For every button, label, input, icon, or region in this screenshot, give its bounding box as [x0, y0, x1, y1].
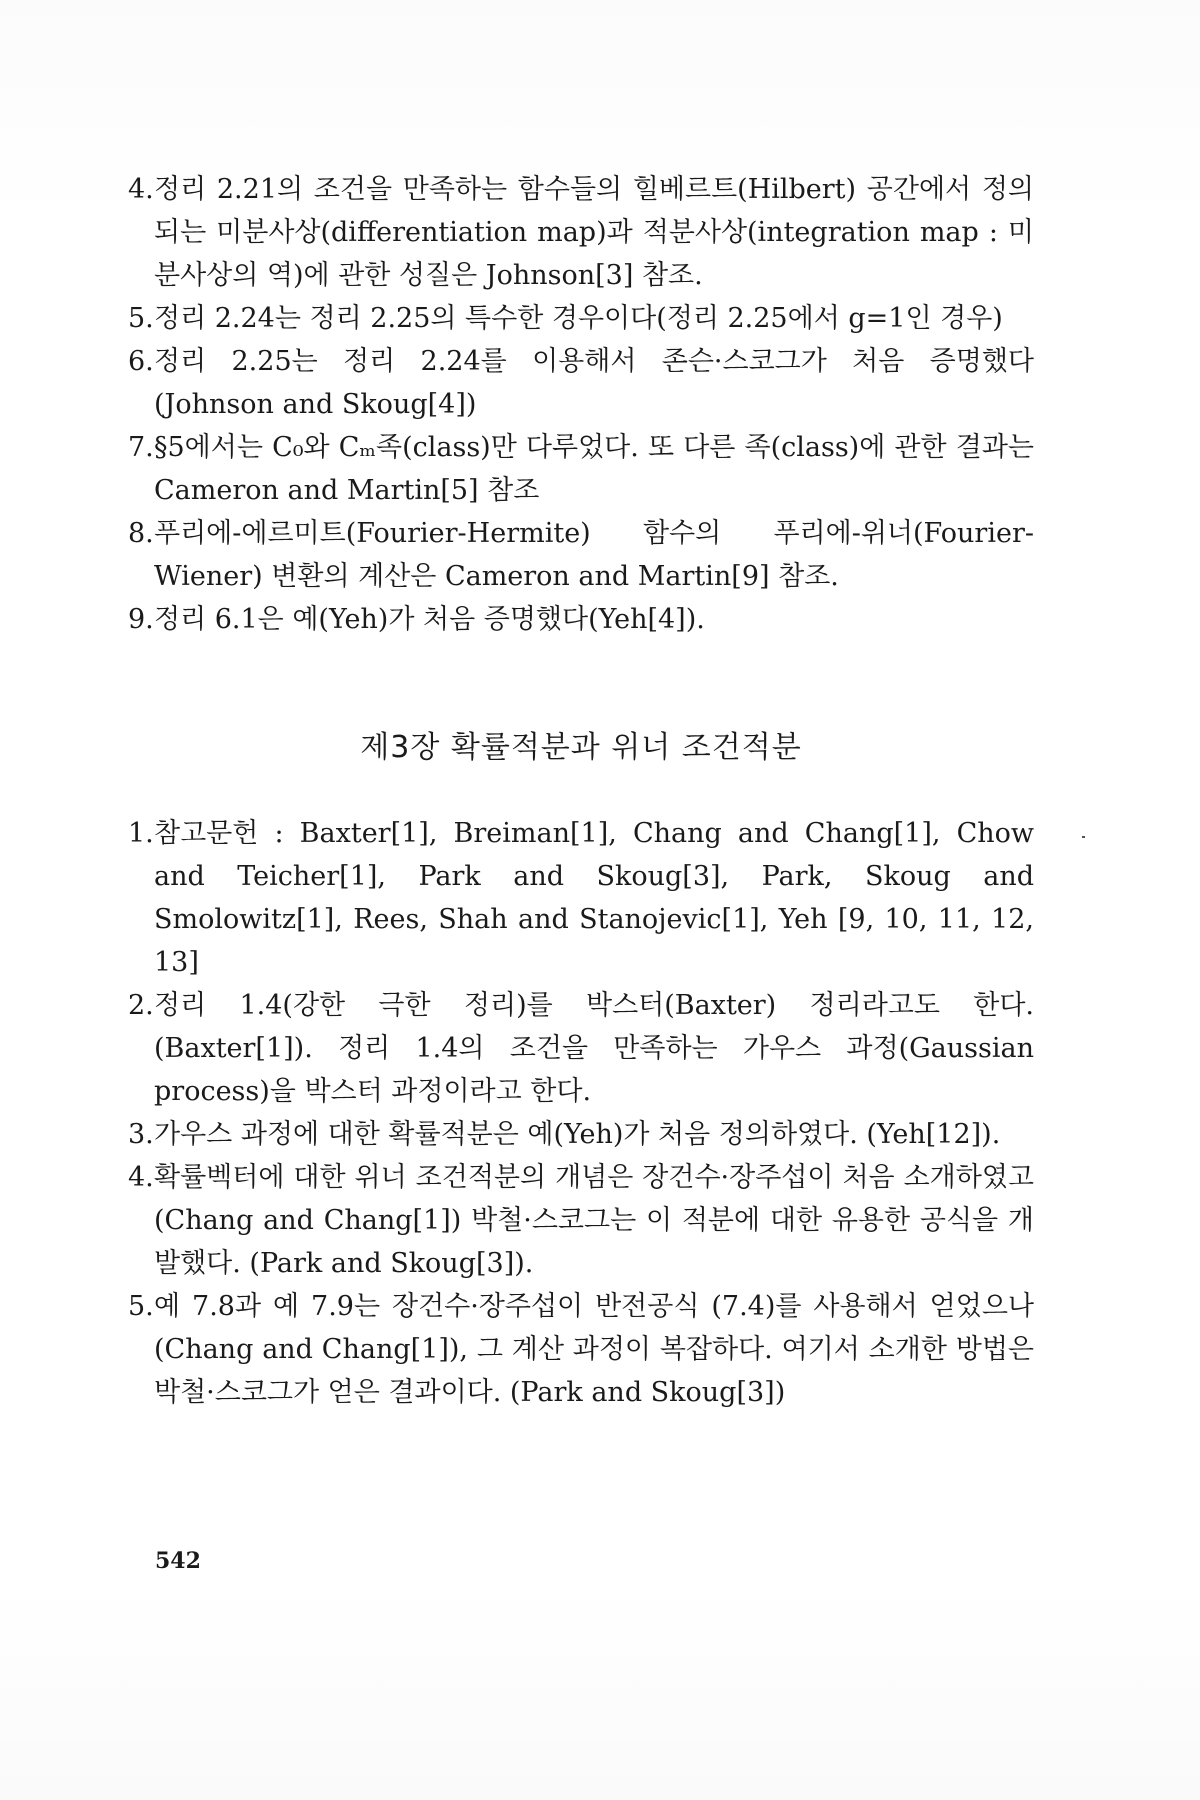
note-number: 6.	[128, 346, 154, 377]
note-number: 9.	[128, 604, 154, 635]
note-text: 정리 1.4(강한 극한 정리)를 박스터(Baxter) 정리라고도 한다. (Baxter[1]). 정리 1.4의 조건을 만족하는 가우스 과정(Gaussian process)을 박스터 과정이라고 한다.	[154, 990, 1034, 1107]
note-number: 4.	[128, 1162, 154, 1193]
note-item	[128, 426, 1034, 512]
note-item	[128, 1113, 1034, 1156]
note-text: 정리 2.24는 정리 2.25의 특수한 경우이다(정리 2.25에서 g=1인 경우)	[154, 303, 1003, 334]
note-number: 7.	[128, 432, 154, 463]
notes-list-chapter-3	[128, 812, 1034, 1414]
note-item	[128, 984, 1034, 1113]
note-text: 푸리에-에르미트(Fourier-Hermite) 함수의 푸리에-위너(Fourier-Wiener) 변환의 계산은 Cameron and Martin[9] 참조.	[154, 518, 1034, 592]
note-item	[128, 812, 1034, 984]
note-text: 정리 2.21의 조건을 만족하는 함수들의 힐베르트(Hilbert) 공간에서 정의되는 미분사상(differentiation map)과 적분사상(integration map : 미분사상의 역)에 관한 성질은 Johnson[3] 참조.	[154, 174, 1034, 291]
note-item	[128, 297, 1034, 340]
chapter-title: 제3장 확률적분과 위너 조건적분	[360, 730, 802, 765]
note-number: 4.	[128, 174, 154, 205]
note-text: 참고문헌 : Baxter[1], Breiman[1], Chang and Chang[1], Chow and Teicher[1], Park and Skoug[3], Park, Skoug and Smolowitz[1], Rees, Shah and Stanojevic[1], Yeh [9, 10, 11, 12, 13]	[154, 818, 1034, 978]
note-number: 3.	[128, 1119, 154, 1150]
note-text: 예 7.8과 예 7.9는 장건수·장주섭이 반전공식 (7.4)를 사용해서 얻었으나(Chang and Chang[1]), 그 계산 과정이 복잡하다. 여기서 소개한 방법은 박철·스코그가 얻은 결과이다. (Park and Skoug[3])	[154, 1291, 1034, 1408]
page-number: 542	[155, 1548, 201, 1574]
note-number: 2.	[128, 990, 154, 1021]
note-item	[128, 598, 1034, 641]
notes-list-chapter-2	[128, 168, 1034, 641]
note-number: 5.	[128, 303, 154, 334]
note-item	[128, 512, 1034, 598]
margin-mark	[1082, 836, 1085, 838]
note-number: 1.	[128, 818, 154, 849]
note-text: §5에서는 C₀와 Cₘ족(class)만 다루었다. 또 다른 족(class)에 관한 결과는 Cameron and Martin[5] 참조	[154, 432, 1034, 506]
note-item	[128, 1156, 1034, 1285]
note-item	[128, 1285, 1034, 1414]
note-number: 5.	[128, 1291, 154, 1322]
note-item	[128, 168, 1034, 297]
note-text: 정리 6.1은 예(Yeh)가 처음 증명했다(Yeh[4]).	[154, 604, 705, 635]
note-text: 정리 2.25는 정리 2.24를 이용해서 존슨·스코그가 처음 증명했다 (Johnson and Skoug[4])	[154, 346, 1034, 420]
note-number: 8.	[128, 518, 154, 549]
note-text: 확률벡터에 대한 위너 조건적분의 개념은 장건수·장주섭이 처음 소개하였고(Chang and Chang[1]) 박철·스코그는 이 적분에 대한 유용한 공식을 개발했다. (Park and Skoug[3]).	[154, 1162, 1034, 1279]
note-text: 가우스 과정에 대한 확률적분은 예(Yeh)가 처음 정의하였다. (Yeh[12]).	[154, 1119, 1001, 1150]
note-item	[128, 340, 1034, 426]
